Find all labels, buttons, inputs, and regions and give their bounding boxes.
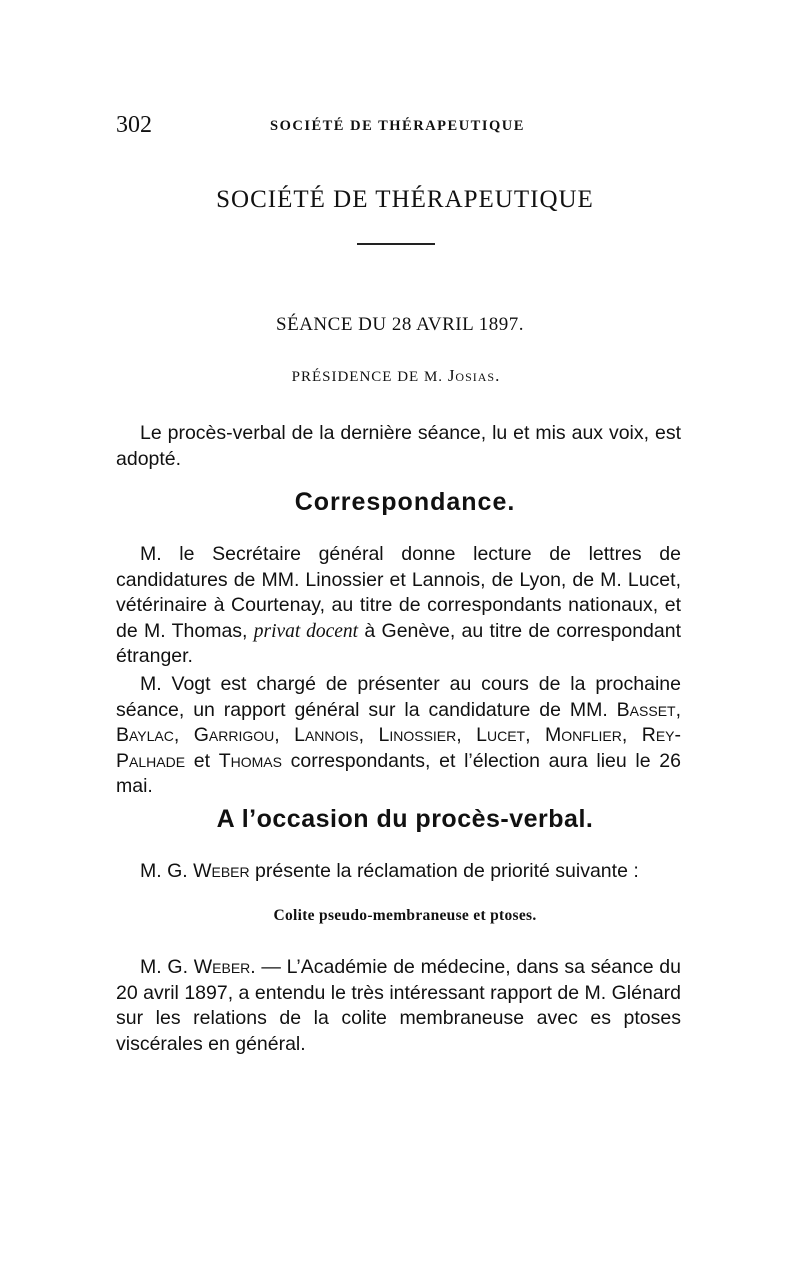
weber-article-name: Weber.	[193, 956, 256, 978]
vogt-text-a: M. Vogt est chargé de présenter au cours de la prochaine séance, un rapport général sur la candidature de MM.	[116, 673, 681, 721]
correspondence-text-b: à Genève, au titre de correspondant étranger.	[116, 619, 681, 667]
correspondence-text-a: M. le Secrétaire général donne lecture de lettres de candidatures de MM. Linossier et Lannois, de Lyon, de M. Lucet, vétérinaire à Courtenay, au titre de correspondants nationaux, et de M. Thomas,	[116, 543, 681, 642]
weber-article-paragraph	[116, 955, 681, 1057]
presidency-prefix: PRÉSIDENCE DE M.	[291, 369, 448, 385]
weber-claim-a: M. G.	[140, 860, 194, 882]
correspondence-paragraph-1	[116, 542, 681, 670]
candidate-names: Basset, Baylac, Garrigou, Lannois, Linossier, Lucet, Monflier, Rey-Palhade	[116, 698, 681, 772]
minutes-paragraph: Le procès-verbal de la dernière séance, lu et mis aux voix, est adopté.	[116, 422, 681, 470]
session-date: SÉANCE DU 28 AVRIL 1897.	[276, 314, 524, 335]
presidency-line	[0, 366, 792, 386]
correspondence-paragraph-2	[116, 672, 681, 800]
candidate-thomas: Thomas	[218, 749, 282, 772]
privat-docent-italic: privat docent	[253, 620, 359, 642]
vogt-text-b: et	[185, 749, 219, 772]
weber-article-b: — L’Académie de médecine, dans sa séance du 20 avril 1897, a entendu le très intéressant rapport de M. Glénard sur les relations de la colite membraneuse avec es ptoses viscérales en général.	[116, 956, 682, 1055]
weber-claim-b: présente la réclamation de priorité suivante :	[249, 860, 639, 882]
running-header	[116, 112, 676, 142]
running-title: SOCIÉTÉ DE THÉRAPEUTIQUE	[270, 118, 525, 134]
weber-name: Weber	[193, 860, 250, 882]
president-name: Josias.	[447, 366, 501, 385]
title-rule-divider	[357, 243, 435, 245]
minutes-occasion-heading: A l’occasion du procès-verbal.	[216, 805, 594, 833]
vogt-text-c: correspondants, et l’élection aura lieu le 26 mai.	[116, 749, 681, 797]
page-title: SOCIÉTÉ DE THÉRAPEUTIQUE	[216, 186, 594, 213]
weber-article-a: M. G.	[140, 956, 194, 978]
page-number: 302	[116, 112, 152, 138]
article-subheading: Colite pseudo-membraneuse et ptoses.	[273, 907, 537, 924]
weber-claim-paragraph	[116, 859, 681, 885]
correspondence-heading: Correspondance.	[294, 488, 516, 516]
